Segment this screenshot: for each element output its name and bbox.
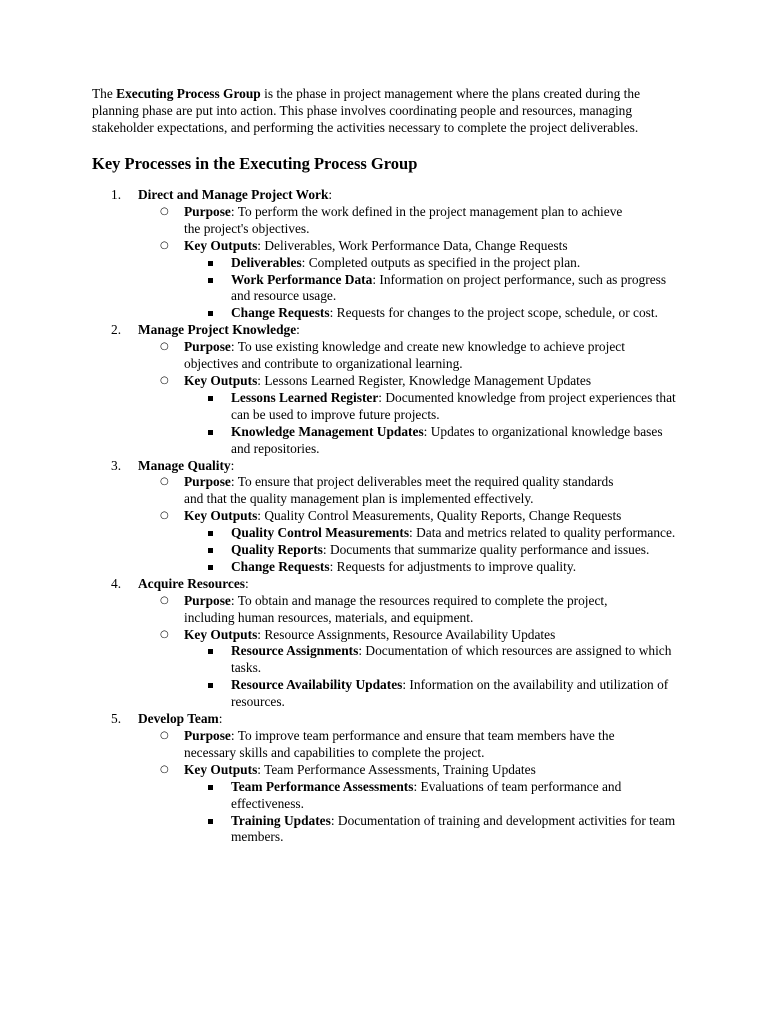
key-outputs-text: : Lessons Learned Register, Knowledge Management Updates: [257, 372, 592, 388]
output-text: : Requests for changes to the project scope, schedule, or cost.: [329, 305, 658, 321]
output-label: Training Updates: [231, 812, 331, 828]
output-text: : Updates to organizational knowledge bases and repositories.: [231, 423, 663, 456]
process-item: [92, 322, 698, 457]
square-bullet-icon: [208, 785, 213, 790]
purpose-label: Purpose: [184, 728, 231, 743]
output-item: [184, 559, 677, 576]
output-label: Knowledge Management Updates: [231, 423, 424, 439]
output-list: [184, 525, 676, 576]
key-outputs-label: Key Outputs: [184, 508, 258, 524]
circle-bullet-icon: ○: [160, 239, 169, 251]
output-item: [184, 525, 677, 542]
output-label: Quality Control Measurements: [231, 525, 410, 541]
intro-after: is the phase in project management where the plans created during the planning phase are put into action. This phase involves coordinating people and resources, managing stakeholder expectations, and performing the activities necessary to complete the project deliverables.: [92, 86, 641, 135]
process-title-colon: :: [245, 575, 249, 591]
process-item: [92, 576, 698, 711]
square-bullet-icon: [208, 649, 213, 654]
circle-bullet-icon: ○: [160, 594, 169, 606]
section-heading: Key Processes in the Executing Process Group: [92, 154, 418, 173]
output-label: Deliverables: [231, 254, 302, 270]
square-bullet-icon: [208, 565, 213, 570]
process-item: [92, 711, 698, 846]
purpose-text: : To use existing knowledge and create new knowledge to achieve project objectives and contribute to organizational learning.: [184, 339, 625, 372]
key-outputs-text: : Resource Assignments, Resource Availability Updates: [257, 626, 556, 642]
process-title: Manage Project Knowledge: [138, 322, 297, 338]
key-outputs-item: [138, 508, 676, 576]
key-outputs-item: [138, 761, 676, 847]
key-outputs-item: [138, 237, 667, 323]
purpose-text: : To improve team performance and ensure that team members have the necessary skills and capabilities to complete the project.: [184, 728, 615, 760]
output-text: : Evaluations of team performance and effectiveness.: [231, 778, 622, 811]
output-text: : Documented knowledge from project experiences that can be used to improve future projects.: [231, 389, 676, 422]
output-item: [184, 643, 677, 677]
process-number: 1.: [111, 187, 122, 202]
process-number: 4.: [111, 575, 122, 591]
output-label: Lessons Learned Register: [231, 389, 379, 405]
output-text: : Information on the availability and utilization of resources.: [231, 677, 669, 710]
purpose-label: Purpose: [184, 203, 231, 219]
purpose-item: [138, 474, 634, 508]
process-item: [92, 458, 698, 576]
circle-bullet-icon: ○: [160, 510, 169, 522]
square-bullet-icon: [208, 278, 213, 283]
output-label: Team Performance Assessments: [231, 778, 414, 794]
output-label: Resource Assignments: [231, 643, 359, 659]
output-text: : Documentation of which resources are assigned to which tasks.: [231, 643, 672, 676]
output-item: [184, 424, 677, 458]
process-number: 2.: [111, 322, 122, 338]
output-text: : Information on project performance, such as progress and resource usage.: [231, 271, 667, 304]
purpose-text: : To perform the work defined in the project management plan to achieve the project's objectives.: [184, 203, 623, 236]
process-details: [138, 593, 698, 711]
output-item: [184, 390, 677, 424]
output-text: : Documentation of training and development activities for team members.: [231, 812, 676, 845]
key-outputs-text: : Deliverables, Work Performance Data, Change Requests: [257, 237, 568, 253]
process-details: [138, 339, 698, 457]
process-title: Manage Quality: [138, 457, 231, 473]
process-title-colon: :: [218, 711, 223, 727]
key-outputs-label: Key Outputs: [184, 761, 258, 777]
purpose-item: [138, 728, 634, 762]
circle-bullet-icon: ○: [160, 628, 169, 640]
square-bullet-icon: [208, 819, 213, 824]
output-label: Resource Availability Updates: [231, 677, 403, 693]
purpose-text: : To obtain and manage the resources required to complete the project, including human resources, materials, and equipment.: [184, 592, 608, 625]
process-title-colon: :: [328, 187, 333, 202]
key-outputs-text: : Quality Control Measurements, Quality Reports, Change Requests: [257, 508, 622, 524]
square-bullet-icon: [208, 396, 213, 401]
key-outputs-item: [138, 626, 672, 712]
output-item: [184, 779, 677, 813]
key-outputs-label: Key Outputs: [184, 372, 258, 388]
output-text: : Data and metrics related to quality performance.: [409, 525, 676, 541]
output-text: : Requests for adjustments to improve quality.: [329, 558, 577, 574]
process-item: [92, 187, 698, 322]
purpose-label: Purpose: [184, 474, 231, 490]
output-item: [184, 542, 677, 559]
output-text: : Completed outputs as specified in the project plan.: [301, 254, 581, 270]
output-text: : Documents that summarize quality performance and issues.: [322, 542, 650, 558]
square-bullet-icon: [208, 261, 213, 266]
process-number: 3.: [111, 457, 122, 473]
key-outputs-item: [138, 372, 676, 458]
square-bullet-icon: [208, 311, 213, 316]
circle-bullet-icon: ○: [160, 374, 169, 386]
output-list: [184, 389, 676, 458]
square-bullet-icon: [208, 531, 213, 536]
process-details: [138, 474, 698, 575]
square-bullet-icon: [208, 548, 213, 553]
output-label: Change Requests: [231, 305, 330, 321]
process-title-colon: :: [296, 322, 300, 338]
process-title-colon: :: [230, 457, 235, 473]
square-bullet-icon: [208, 683, 213, 688]
process-title: Acquire Resources: [138, 575, 245, 591]
process-title: Direct and Manage Project Work: [138, 187, 329, 202]
process-title: Develop Team: [138, 711, 219, 727]
output-list: [184, 643, 672, 711]
process-list: [92, 187, 698, 846]
circle-bullet-icon: ○: [160, 730, 169, 741]
output-item: [184, 813, 677, 847]
intro-bold-term: Executing Process Group: [116, 86, 261, 101]
intro-paragraph: [92, 85, 672, 136]
key-outputs-label: Key Outputs: [184, 237, 258, 253]
circle-bullet-icon: ○: [160, 763, 169, 775]
purpose-label: Purpose: [184, 592, 231, 608]
output-item: [184, 305, 677, 322]
square-bullet-icon: [208, 430, 213, 435]
purpose-text: : To ensure that project deliverables meet the required quality standards and that the quality management plan is implemented effectively.: [184, 474, 614, 507]
process-number: 5.: [111, 711, 122, 727]
purpose-label: Purpose: [184, 339, 231, 355]
circle-bullet-icon: ○: [160, 205, 169, 217]
purpose-item: [138, 204, 634, 238]
output-label: Quality Reports: [231, 542, 323, 558]
output-item: [184, 677, 677, 711]
output-list: [184, 254, 667, 323]
output-item: [184, 255, 677, 272]
intro-before: The: [92, 86, 117, 101]
process-details: [138, 728, 698, 846]
output-list: [184, 778, 676, 847]
purpose-item: [138, 339, 634, 373]
circle-bullet-icon: ○: [160, 476, 169, 488]
output-item: [184, 272, 677, 306]
output-label: Change Requests: [231, 558, 330, 574]
key-outputs-label: Key Outputs: [184, 626, 258, 642]
process-details: [138, 204, 698, 322]
circle-bullet-icon: ○: [160, 341, 169, 353]
key-outputs-text: : Team Performance Assessments, Training Updates: [257, 761, 536, 777]
output-label: Work Performance Data: [231, 271, 373, 287]
purpose-item: [138, 593, 634, 627]
